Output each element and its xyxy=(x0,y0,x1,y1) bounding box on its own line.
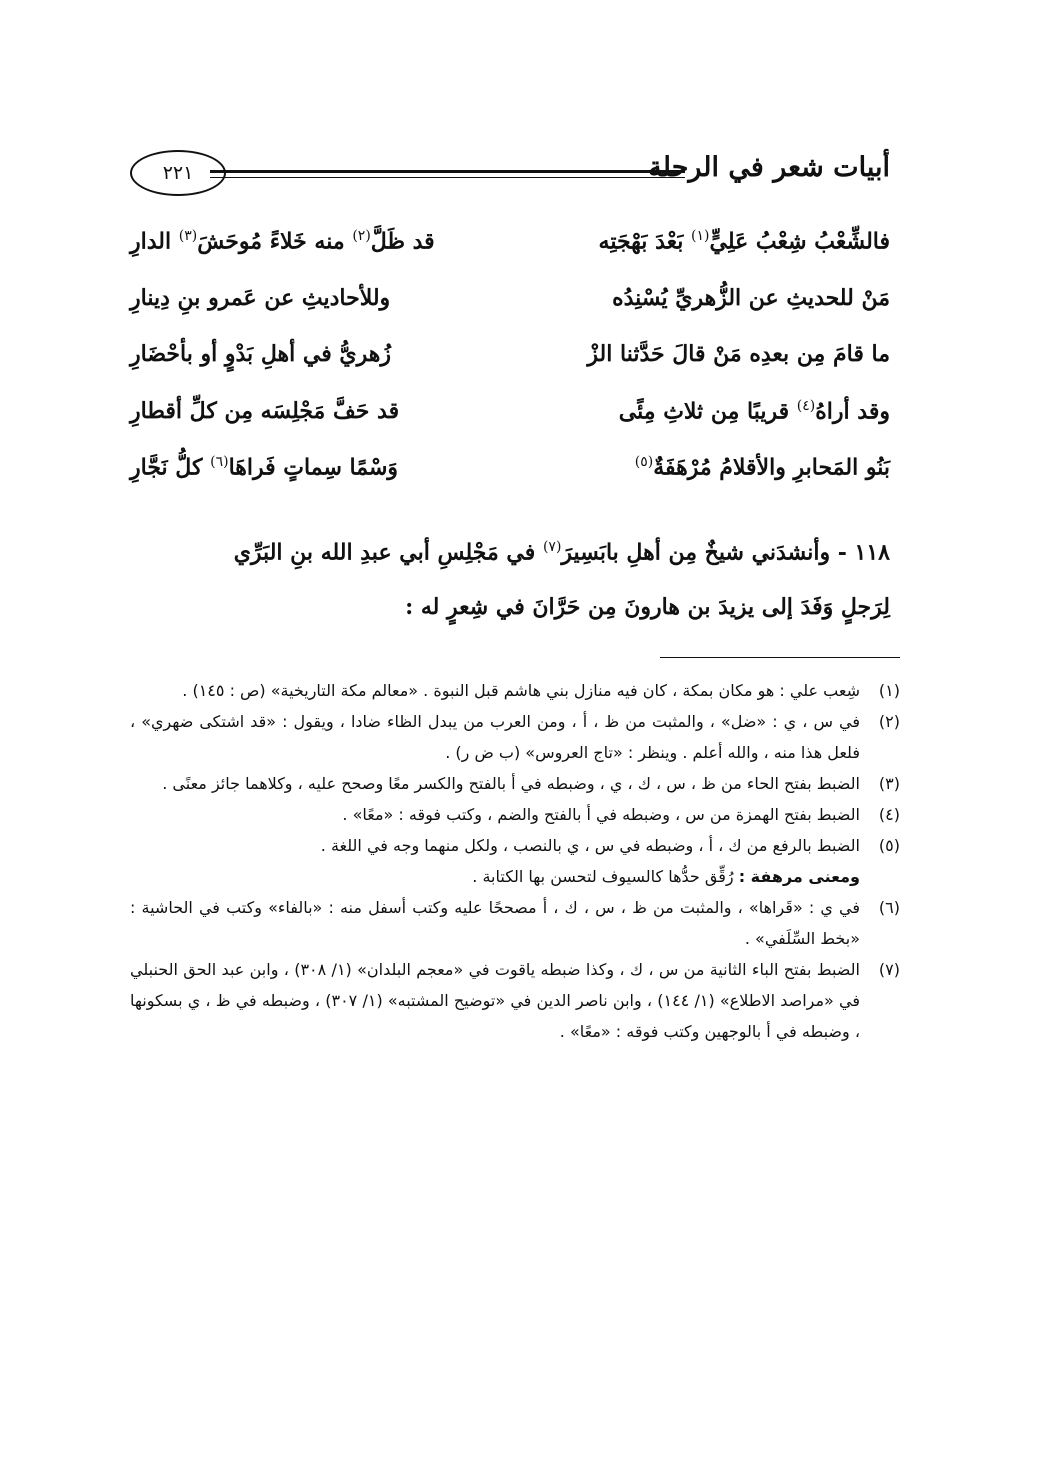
footnote-continuation xyxy=(130,861,900,892)
footnote-text: رُقِّق حدُّها كالسيوف لتحسن بها الكتابة . xyxy=(472,867,739,886)
poem-verses xyxy=(130,222,890,505)
verse-line xyxy=(130,392,890,449)
verse-text: منه خَلاءً مُوحَشَ xyxy=(197,228,353,255)
verse-first-hemistich: ما قامَ مِن بعدِه مَنْ قالَ حَدَّثنا الزْ xyxy=(587,341,890,367)
prose-line xyxy=(130,520,890,580)
footnote-marker[interactable]: (٧) xyxy=(542,539,562,555)
footnote-number: (١) xyxy=(878,681,900,700)
footnote-text: الضبط بالرفع من ك ، أ ، وضبطه في س ، ي بالنصب ، ولكل منهما وجه في اللغة . xyxy=(320,836,860,855)
footnote xyxy=(130,830,900,861)
footnote-marker[interactable]: (٦) xyxy=(210,454,229,470)
footnote-marker[interactable]: (٢) xyxy=(352,228,371,244)
page-number: ٢٢١ xyxy=(130,150,226,196)
footnote-marker[interactable]: (٥) xyxy=(634,454,654,470)
prose-line: لِرَجلٍ وَفَدَ إلى يزيدَ بن هارونَ مِن حَرَّانَ في شِعرٍ له : xyxy=(405,594,890,621)
footnote-text: الضبط بفتح الحاء من ظ ، س ، ك ، ي ، وضبطه في أ بالفتح والكسر معًا وصحح عليه ، وكلاهما جائز معنًى . xyxy=(162,774,860,793)
prose-text: في مَجْلِسِ أبي عبدِ الله بنِ البَرِّي xyxy=(233,539,543,566)
verse-first-hemistich xyxy=(599,228,890,254)
prose-paragraph xyxy=(130,520,890,635)
footnote-text: في ي : «قَراها» ، والمثبت من ظ ، س ، ك ، أ مصححًا عليه وكتب أسفل منه : «بالفاء» وكتب في الحاشية : «بخط السِّلَفي» . xyxy=(130,898,860,948)
footnote xyxy=(130,768,900,799)
verse-text: كلُّ نَجَّارِ xyxy=(130,454,211,481)
footnote-number: (٣) xyxy=(878,774,900,793)
footnote-number: (٦) xyxy=(878,898,900,917)
footnote-text: شِعب علي : هو مكان بمكة ، كان فيه منازل بني هاشم قبل النبوة . «معالم مكة التاريخية» (ص : ١٤٥) . xyxy=(182,681,860,700)
prose-text: ١١٨ - وأنشدَني شيخٌ مِن أهلِ بابَسِيرَ xyxy=(561,539,890,566)
footnote-text: الضبط بفتح الهمزة من س ، وضبطه في أ بالفتح والضم ، وكتب فوقه : «معًا» . xyxy=(342,805,860,824)
footnote-text: الضبط بفتح الباء الثانية من س ، ك ، وكذا ضبطه ياقوت في «معجم البلدان» (١/ ٣٠٨) ، وابن عبد الحق الحنبلي في «مراصد الاطلاع» (١/ ١٤٤) ، وابن ناصر الدين في «توضيح المشتبه» (١/ ٣٠٧) ، وضبطه في ظ ، ي بسكونها ، وضبطه في أ بالوجهين وكتب فوقه : «معًا» . xyxy=(130,960,861,1041)
verse-text: قد ظَلَّ xyxy=(370,228,435,255)
verse-line xyxy=(130,448,890,505)
footnote-number: (٢) xyxy=(878,712,900,731)
footnote-term: ومعنى مرهفة : xyxy=(738,867,860,886)
verse-line xyxy=(130,222,890,279)
verse-second-hemistich xyxy=(130,454,398,480)
verse-text: الدارِ xyxy=(130,228,179,255)
verse-second-hemistich: وللأحاديثِ عن عَمرو بنِ دِينارِ xyxy=(130,284,391,311)
footnote xyxy=(130,892,900,954)
verse-text: قريبًا مِن ثلاثِ مِئًى xyxy=(618,397,797,424)
verse-text: بَنُو المَحابرِ والأقلامُ مُرْهَفَةٌ xyxy=(653,454,890,481)
header-rule-thin xyxy=(210,177,685,178)
footnote-number: (٥) xyxy=(878,836,900,855)
verse-text: بَعْدَ بَهْجَتِه xyxy=(598,228,692,255)
footnote xyxy=(130,675,900,706)
footnote-marker[interactable]: (٣) xyxy=(178,228,198,244)
verse-text: وقد أراهُ xyxy=(815,397,890,424)
footnote-number: (٧) xyxy=(878,960,900,979)
footnote-number: (٤) xyxy=(878,805,900,824)
verse-second-hemistich: زُهريُّ في أهلِ بَدْوٍ أو بأحْضَارِ xyxy=(130,341,391,367)
header-rule xyxy=(210,170,685,173)
verse-line xyxy=(130,335,890,392)
footnote xyxy=(130,706,900,768)
chapter-title: أبيات شعر في الرحلة xyxy=(648,152,890,183)
footnote-separator xyxy=(660,657,900,658)
verse-first-hemistich xyxy=(619,398,890,424)
footnote xyxy=(130,799,900,830)
footnote-marker[interactable]: (١) xyxy=(691,228,710,244)
verse-line xyxy=(130,279,890,336)
verse-text: وَسْمًا سِماتٍ فَراهَا xyxy=(228,454,399,481)
footnotes xyxy=(130,675,900,1047)
footnote-text: في س ، ي : «ضل» ، والمثبت من ظ ، أ ، ومن العرب من يبدل الظاء ضادا ، ويقول : «قد اشتكى ضهري» ، فلعل هذا منه ، والله أعلم . وينظر : «تاج العروس» (ب ض ر) . xyxy=(130,712,860,762)
verse-second-hemistich: قد حَفَّ مَجْلِسَه مِن كلِّ أقطارِ xyxy=(130,397,400,424)
verse-first-hemistich xyxy=(635,454,890,480)
footnote xyxy=(130,954,900,1047)
running-header xyxy=(130,150,890,200)
verse-first-hemistich: مَنْ للحديثِ عن الزُّهريِّ يُسْنِدُه xyxy=(612,284,890,311)
verse-text: فالشِّعْبُ شِعْبُ عَلِيٍّ xyxy=(709,228,890,255)
footnote-marker[interactable]: (٤) xyxy=(796,397,816,414)
verse-second-hemistich xyxy=(130,228,435,254)
